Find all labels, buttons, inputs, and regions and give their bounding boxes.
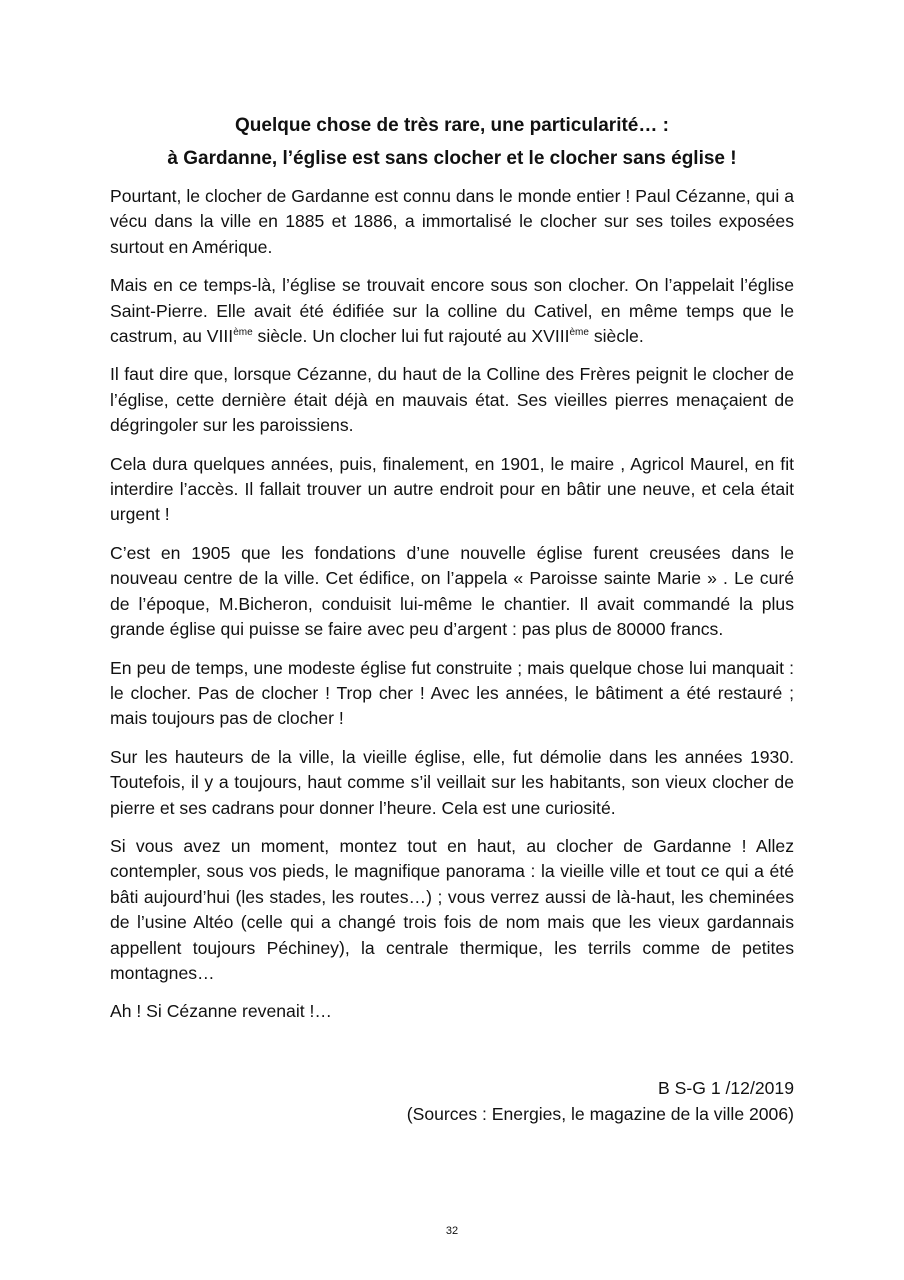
paragraph-9: Ah ! Si Cézanne revenait !… [110, 1001, 332, 1022]
paragraph-2-text-b: siècle. Un clocher lui fut rajouté au XVIII [252, 326, 570, 347]
superscript-eme-2: ème [569, 327, 589, 339]
signature-sources: (Sources : Energies, le magazine de la ville 2006) [406, 1104, 794, 1124]
paragraph-2 [110, 273, 794, 349]
article-body [110, 184, 794, 1038]
title-line-1: Quelque chose de très rare, une particularité… : [235, 115, 669, 136]
page-number: 32 [445, 1225, 459, 1237]
paragraph-3: Il faut dire que, lorsque Cézanne, du haut de la Colline des Frères peignit le clocher de l’église, cette dernière était déjà en mauvais état. Ses vieilles pierres menaçaient de dégringoler sur les paroissiens. [110, 364, 794, 436]
paragraph-7: Sur les hauteurs de la ville, la vieille église, elle, fut démolie dans les années 1930. Toutefois, il y a toujours, haut comme s’il veillait sur les habitants, son vieux clocher de pierre et ses cadrans pour donner l’heure. Cela est une curiosité. [110, 746, 794, 818]
paragraph-4: Cela dura quelques années, puis, finalement, en 1901, le maire , Agricol Maurel, en fit interdire l’accès. Il fallait trouver un autre endroit pour en bâtir une neuve, et cela était urgent ! [110, 453, 794, 525]
paragraph-8: Si vous avez un moment, montez tout en haut, au clocher de Gardanne ! Allez contempler, sous vos pieds, le magnifique panorama : la vieille ville et tout ce qui a été bâti aujourd’hui (les stades, les routes…) ; vous verrez aussi de là-haut, les cheminées de l’usine Altéo (celle qui a changé trois fois de nom mais que les vieux gardannais appellent toujours Péchiney), la centrale thermique, les terrils comme de petites montagnes… [110, 835, 794, 983]
superscript-eme-1: ème [233, 327, 253, 339]
signature-author-date: B S-G 1 /12/2019 [658, 1078, 794, 1098]
paragraph-1: Pourtant, le clocher de Gardanne est connu dans le monde entier ! Paul Cézanne, qui a vécu dans la ville en 1885 et 1886, a immortalisé le clocher sur ses toiles exposées surtout en Amérique. [110, 186, 794, 257]
paragraph-6: En peu de temps, une modeste église fut construite ; mais quelque chose lui manquait : le clocher. Pas de clocher ! Trop cher ! Avec les années, le bâtiment a été restauré ; mais toujours pas de clocher ! [110, 657, 794, 729]
paragraph-5: C’est en 1905 que les fondations d’une nouvelle église furent creusées dans le nouveau centre de la ville. Cet édifice, on l’appela « Paroisse sainte Marie » . Le curé de l’époque, M.Bicheron, conduisit lui-même le chantier. Il avait commandé la plus grande église qui puisse se faire avec peu d’argent : pas plus de 80000 francs. [110, 542, 794, 640]
paragraph-2-text-c: siècle. [588, 326, 644, 347]
paragraph-2-text-a: Mais en ce temps-là, l’église se trouvait encore sous son clocher. On l’appelait l’église Saint-Pierre. Elle avait été édifiée sur la colline du Cativel, en même temps que le castrum, au VIII [110, 275, 794, 347]
title-line-2: à Gardanne, l’église est sans clocher et le clocher sans église ! [167, 148, 737, 169]
